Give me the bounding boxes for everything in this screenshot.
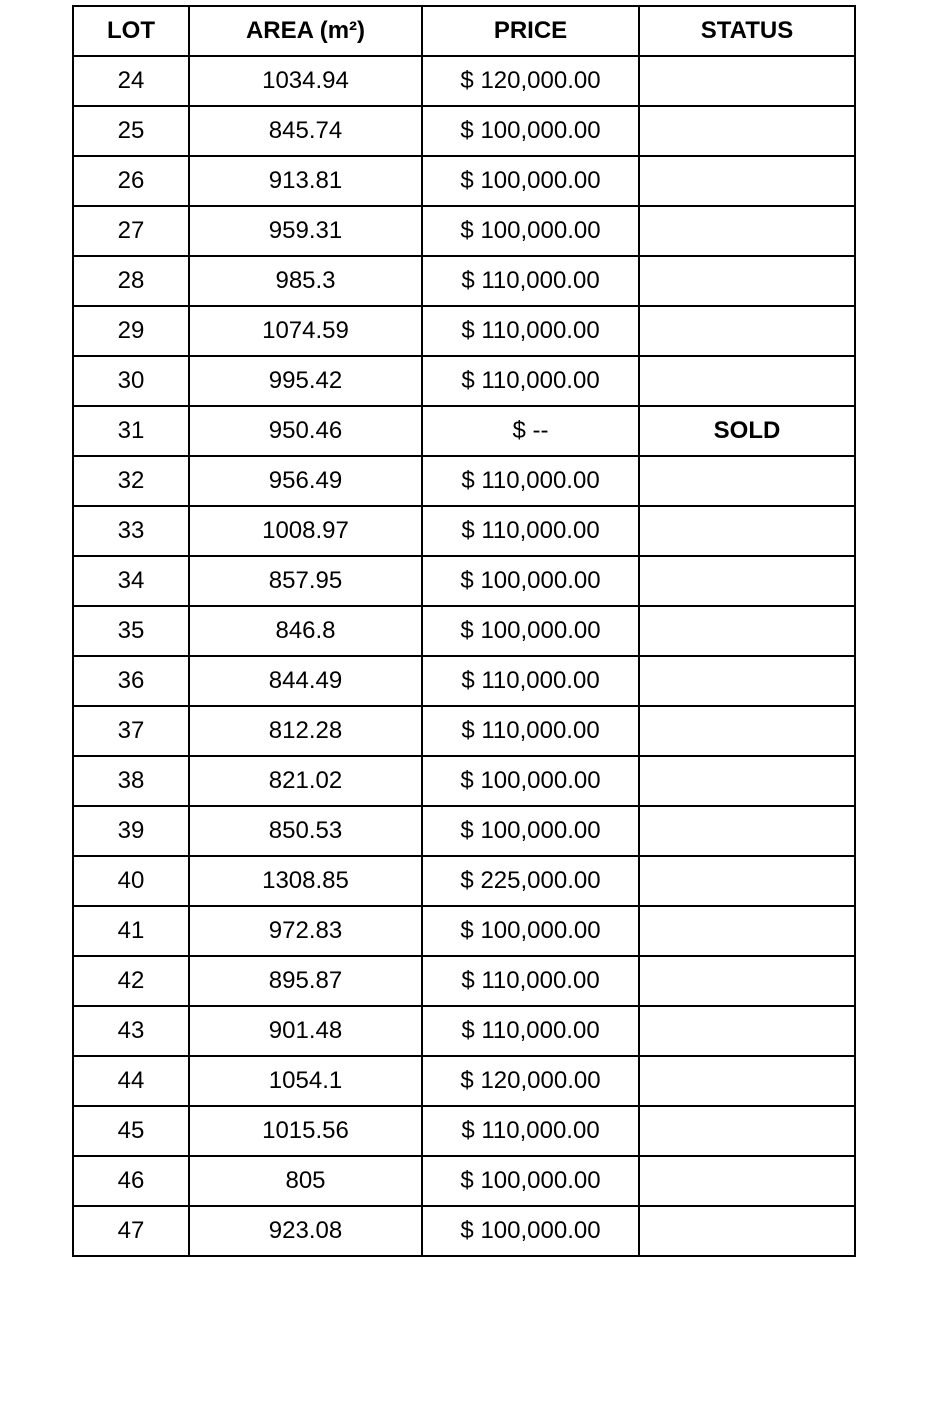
table-row — [73, 1206, 855, 1256]
table-row — [73, 856, 855, 906]
table-row — [73, 656, 855, 706]
lot-cell: 44 — [73, 1056, 189, 1106]
status-cell — [639, 1056, 855, 1106]
table-row — [73, 1106, 855, 1156]
table-row — [73, 406, 855, 456]
status-cell — [639, 706, 855, 756]
area-cell: 985.3 — [189, 256, 422, 306]
lot-cell: 31 — [73, 406, 189, 456]
lot-cell: 34 — [73, 556, 189, 606]
status-cell — [639, 1106, 855, 1156]
area-cell: 895.87 — [189, 956, 422, 1006]
lot-cell: 25 — [73, 106, 189, 156]
header-row — [73, 6, 855, 56]
status-cell — [639, 256, 855, 306]
lot-cell: 41 — [73, 906, 189, 956]
status-cell — [639, 206, 855, 256]
price-cell: $ 100,000.00 — [422, 106, 639, 156]
table-row — [73, 556, 855, 606]
price-cell: $ 120,000.00 — [422, 56, 639, 106]
area-cell: 812.28 — [189, 706, 422, 756]
price-cell: $ 110,000.00 — [422, 656, 639, 706]
table-row — [73, 906, 855, 956]
lot-cell: 27 — [73, 206, 189, 256]
lot-cell: 29 — [73, 306, 189, 356]
price-cell: $ 100,000.00 — [422, 806, 639, 856]
price-cell: $ 120,000.00 — [422, 1056, 639, 1106]
table-body — [73, 56, 855, 1256]
area-cell: 1054.1 — [189, 1056, 422, 1106]
area-cell: 1015.56 — [189, 1106, 422, 1156]
area-cell: 972.83 — [189, 906, 422, 956]
status-cell — [639, 1006, 855, 1056]
table-row — [73, 56, 855, 106]
status-cell — [639, 956, 855, 1006]
header-status: STATUS — [639, 6, 855, 56]
lot-cell: 40 — [73, 856, 189, 906]
area-cell: 956.49 — [189, 456, 422, 506]
area-cell: 1008.97 — [189, 506, 422, 556]
table-row — [73, 256, 855, 306]
price-cell: $ 110,000.00 — [422, 306, 639, 356]
price-cell: $ 110,000.00 — [422, 356, 639, 406]
area-cell: 846.8 — [189, 606, 422, 656]
status-cell — [639, 606, 855, 656]
lot-cell: 28 — [73, 256, 189, 306]
area-cell: 850.53 — [189, 806, 422, 856]
status-cell — [639, 806, 855, 856]
lot-cell: 26 — [73, 156, 189, 206]
price-cell: $ 110,000.00 — [422, 706, 639, 756]
status-cell — [639, 56, 855, 106]
area-cell: 923.08 — [189, 1206, 422, 1256]
lot-cell: 37 — [73, 706, 189, 756]
area-cell: 844.49 — [189, 656, 422, 706]
table-row — [73, 806, 855, 856]
lot-cell: 38 — [73, 756, 189, 806]
status-cell — [639, 756, 855, 806]
table-row — [73, 956, 855, 1006]
area-cell: 857.95 — [189, 556, 422, 606]
area-cell: 950.46 — [189, 406, 422, 456]
lot-cell: 46 — [73, 1156, 189, 1206]
lots-table — [72, 5, 856, 1257]
price-cell: $ 100,000.00 — [422, 606, 639, 656]
table-row — [73, 756, 855, 806]
table-row — [73, 1156, 855, 1206]
area-cell: 845.74 — [189, 106, 422, 156]
status-cell — [639, 106, 855, 156]
lot-cell: 45 — [73, 1106, 189, 1156]
table-row — [73, 156, 855, 206]
table-header — [73, 6, 855, 56]
price-cell: $ 100,000.00 — [422, 556, 639, 606]
area-cell: 995.42 — [189, 356, 422, 406]
price-cell: $ 100,000.00 — [422, 756, 639, 806]
area-cell: 1308.85 — [189, 856, 422, 906]
table-row — [73, 506, 855, 556]
status-cell — [639, 1206, 855, 1256]
price-cell: $ 100,000.00 — [422, 1206, 639, 1256]
lot-cell: 36 — [73, 656, 189, 706]
table-row — [73, 606, 855, 656]
status-cell — [639, 1156, 855, 1206]
price-cell: $ 110,000.00 — [422, 256, 639, 306]
table-row — [73, 106, 855, 156]
status-cell — [639, 906, 855, 956]
price-cell: $ 110,000.00 — [422, 956, 639, 1006]
lot-cell: 35 — [73, 606, 189, 656]
area-cell: 805 — [189, 1156, 422, 1206]
table-row — [73, 356, 855, 406]
lot-cell: 42 — [73, 956, 189, 1006]
table-row — [73, 1006, 855, 1056]
price-cell: $ 110,000.00 — [422, 1006, 639, 1056]
lot-cell: 24 — [73, 56, 189, 106]
status-cell — [639, 306, 855, 356]
price-cell: $ -- — [422, 406, 639, 456]
table-row — [73, 306, 855, 356]
area-cell: 1074.59 — [189, 306, 422, 356]
status-cell — [639, 856, 855, 906]
lot-cell: 43 — [73, 1006, 189, 1056]
status-cell — [639, 456, 855, 506]
area-cell: 1034.94 — [189, 56, 422, 106]
price-cell: $ 110,000.00 — [422, 1106, 639, 1156]
status-cell — [639, 506, 855, 556]
table-row — [73, 206, 855, 256]
table-row — [73, 456, 855, 506]
lot-cell: 47 — [73, 1206, 189, 1256]
header-price: PRICE — [422, 6, 639, 56]
lot-cell: 30 — [73, 356, 189, 406]
status-cell — [639, 156, 855, 206]
status-cell — [639, 556, 855, 606]
price-cell: $ 100,000.00 — [422, 156, 639, 206]
header-area: AREA (m²) — [189, 6, 422, 56]
area-cell: 959.31 — [189, 206, 422, 256]
price-cell: $ 100,000.00 — [422, 906, 639, 956]
price-cell: $ 100,000.00 — [422, 206, 639, 256]
status-cell — [639, 656, 855, 706]
table-row — [73, 1056, 855, 1106]
header-lot: LOT — [73, 6, 189, 56]
area-cell: 821.02 — [189, 756, 422, 806]
lot-cell: 32 — [73, 456, 189, 506]
status-cell: SOLD — [639, 406, 855, 456]
price-cell: $ 100,000.00 — [422, 1156, 639, 1206]
lot-cell: 39 — [73, 806, 189, 856]
table-row — [73, 706, 855, 756]
area-cell: 901.48 — [189, 1006, 422, 1056]
price-cell: $ 110,000.00 — [422, 506, 639, 556]
area-cell: 913.81 — [189, 156, 422, 206]
price-cell: $ 225,000.00 — [422, 856, 639, 906]
status-cell — [639, 356, 855, 406]
price-cell: $ 110,000.00 — [422, 456, 639, 506]
lot-cell: 33 — [73, 506, 189, 556]
